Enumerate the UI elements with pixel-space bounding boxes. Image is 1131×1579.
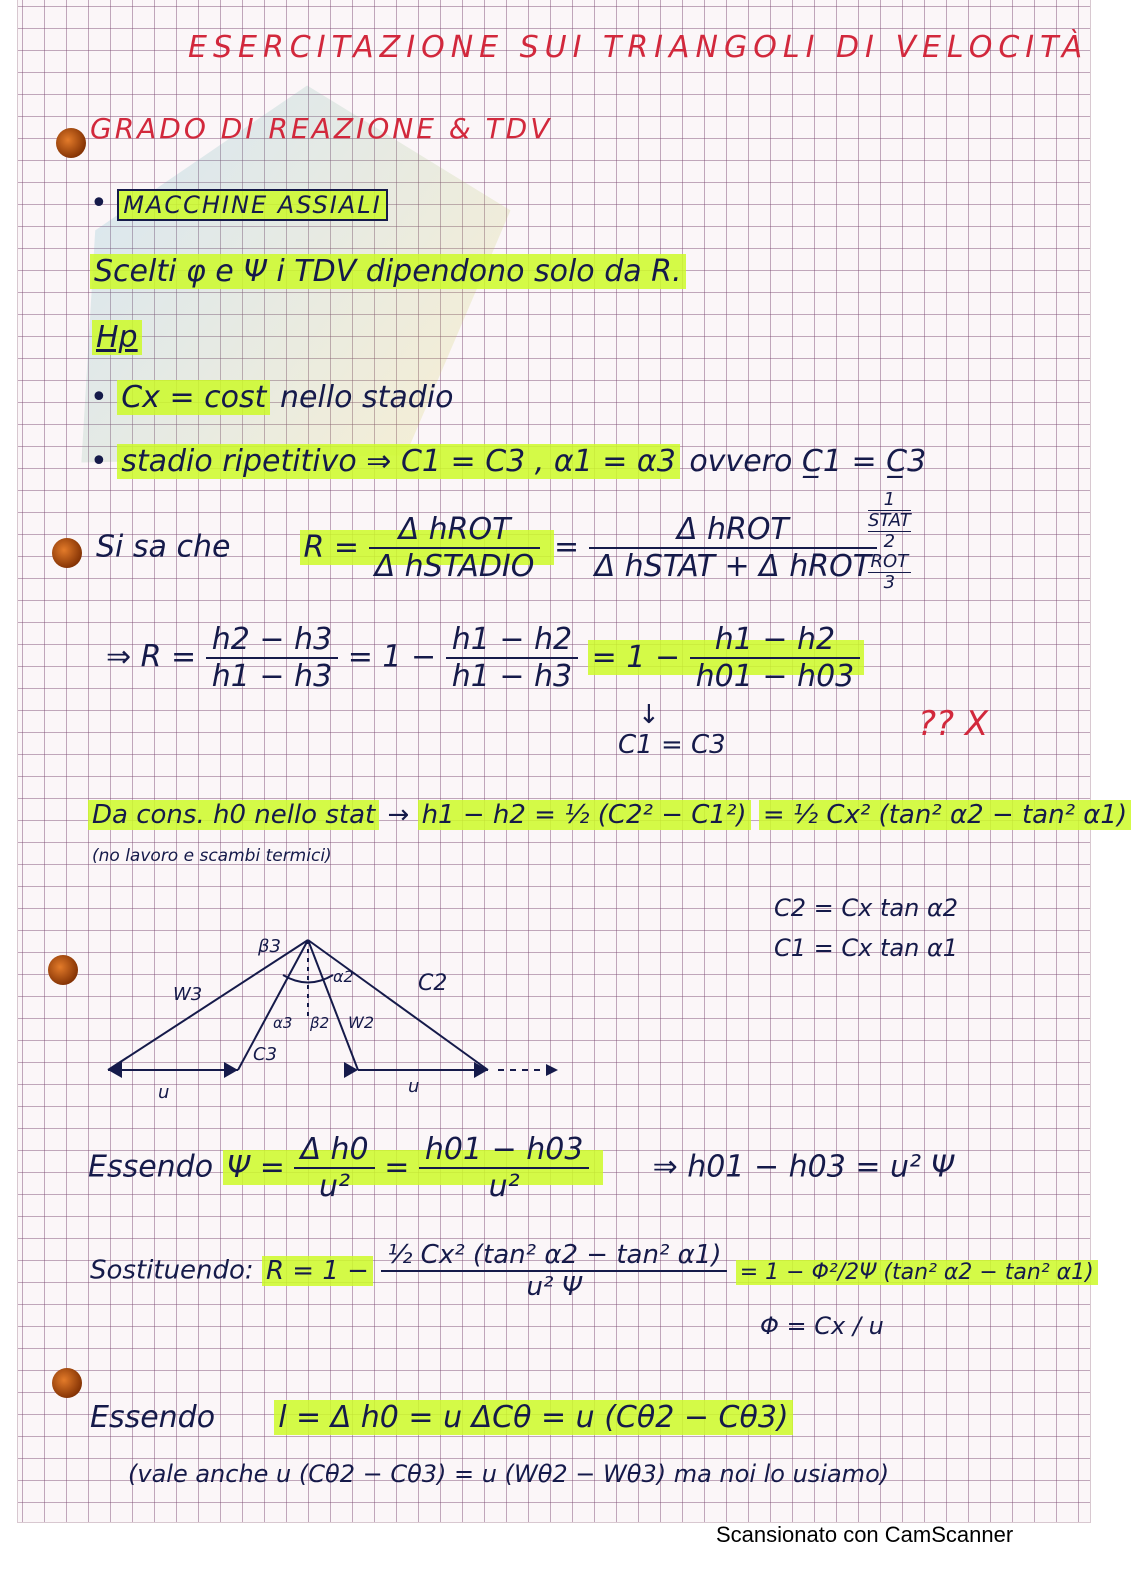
fraction: $\frac{h01 - h03}{\text{u²}}$ <box>419 1132 590 1204</box>
known-intro: Si sa che <box>96 529 231 565</box>
label-w2: W2 <box>348 1013 374 1032</box>
reaction-definition: Si sa che R = $\frac{\text{Δ hROT}}{\text{Δ hSTADIO}}$ = $\frac{\text{Δ hROT}}{\text{Δ hSTAT + Δ hROT}}$ <box>96 512 877 584</box>
label-c2: C2 <box>418 971 448 996</box>
subsection-heading: • MACCHINE ASSIALI <box>90 186 388 221</box>
reaction-expansion: ⇒ R = $\frac{h2 - h3}{h1 - h3}$ = 1 − $\frac{h1 - h2}{h1 - h3}$ = 1 − $\frac{h1 - h2}{h01 - h03}$ <box>106 622 864 694</box>
question-marks: ?? X <box>918 704 989 744</box>
intro-line <box>90 254 686 289</box>
hypothesis-2: • stadio ripetitivo ⇒ C1 = C3 , α1 = α3 ovvero C̲1 = C̲3 <box>90 444 927 479</box>
label-w3: W3 <box>173 984 203 1005</box>
energy-balance: Da cons. h0 nello stat → h1 − h2 = ½ (C2² − C1²) = ½ Cx² (tan² α2 − tan² α1) <box>88 800 1131 830</box>
loading-coefficient: Essendo Ψ = $\frac{\text{Δ h0}}{\text{u²}}$ = $\frac{h01 - h03}{\text{u²}}$ ⇒ h01 − h03 = u² Ψ <box>88 1132 955 1204</box>
energy-mid: h1 − h2 = ½ (C2² − C1²) <box>418 800 751 830</box>
velocity-triangle-diagram <box>78 920 598 1103</box>
section-heading: GRADO DI REAZIONE & TDV <box>90 112 553 145</box>
hypothesis-1: • Cx = cost nello stadio <box>90 380 454 415</box>
arrowhead <box>224 1062 238 1078</box>
energy-note: (no lavoro e scambi termici) <box>92 846 332 866</box>
subsection-label: MACCHINE ASSIALI <box>117 189 388 221</box>
substitution-line: Sostituendo: R = 1 − $\frac{\text{½ Cx² (tan² α2 − tan² α1)}}{\text{u² Ψ}}$ = 1 − Φ²/2Ψ (tan² α2 − tan² α1) <box>90 1240 1098 1302</box>
last-note: (vale anche u (Cθ2 − Cθ3) = u (Wθ2 − Wθ3) ma noi lo usiamo) <box>128 1460 890 1488</box>
reaction-result: = 1 − Φ²/2Ψ (tan² α2 − tan² α1) <box>736 1260 1098 1285</box>
fraction: $\frac{h1 - h2}{h01 - h03}$ <box>690 622 861 694</box>
work-line: Essendo l = Δ h0 = u ΔCθ = u (Cθ2 − Cθ3) <box>90 1400 793 1435</box>
w3-vector <box>108 940 308 1070</box>
fraction: $\frac{\text{½ Cx² (tan² α2 − tan² α1)}}{\text{u² Ψ}}$ <box>381 1240 727 1302</box>
binder-hole <box>52 538 82 568</box>
energy-right: = ½ Cx² (tan² α2 − tan² α1) <box>759 800 1131 830</box>
hypothesis-1-rest: nello stadio <box>279 380 454 415</box>
intro-text: Scelti φ e Ψ i TDV dipendono solo da R. <box>90 254 686 289</box>
page-title: ESERCITAZIONE SUI TRIANGOLI DI VELOCITÀ <box>188 30 1089 65</box>
fraction: $\frac{\text{Δ hROT}}{\text{Δ hSTADIO}}$ <box>369 512 541 584</box>
hypothesis-1-highlight: Cx = cost <box>117 380 270 415</box>
energy-left: Da cons. h0 nello stat <box>88 800 379 830</box>
scanner-footer: Scansionato con CamScanner <box>716 1522 1014 1547</box>
flow-coefficient: Φ = Cx / u <box>760 1312 884 1340</box>
fraction: $\frac{h2 - h3}{h1 - h3}$ <box>206 622 338 694</box>
hp-label: Hp <box>92 320 142 355</box>
fraction: $\frac{\text{Δ h0}}{\text{u²}}$ <box>294 1132 374 1204</box>
arrow-note: ↓ C1 = C3 <box>618 700 726 760</box>
c2-vector <box>308 940 488 1070</box>
velocity-definitions: C2 = Cx tan α2 C1 = Cx tan α1 <box>774 894 959 962</box>
notebook-page <box>18 0 1128 1522</box>
label-a2: α2 <box>333 967 354 986</box>
arrowhead <box>546 1064 558 1076</box>
binder-hole <box>52 1368 82 1398</box>
label-c3: C3 <box>253 1044 278 1065</box>
label-b3: β3 <box>258 936 281 957</box>
label-u2: u <box>408 1076 420 1097</box>
label-a3: α3 <box>273 1014 293 1032</box>
hypothesis-2-rest: ovvero C̲1 = C̲3 <box>689 444 927 479</box>
label-b2: β2 <box>310 1014 330 1032</box>
fraction: $\frac{\text{Δ hROT}}{\text{Δ hSTAT + Δ hROT}}$ <box>589 512 877 584</box>
binder-hole <box>56 128 86 158</box>
label-u1: u <box>158 1082 170 1103</box>
work-formula: l = Δ h0 = u ΔCθ = u (Cθ2 − Cθ3) <box>274 1400 792 1435</box>
fraction: $\frac{h1 - h2}{h1 - h3}$ <box>446 622 578 694</box>
hypothesis-2-highlight: stadio ripetitivo ⇒ C1 = C3 , α1 = α3 <box>117 444 680 479</box>
binder-hole <box>48 955 78 985</box>
w2-vector <box>308 940 358 1070</box>
stage-legend: 1 STAT 2 ROT 3 <box>868 489 911 593</box>
